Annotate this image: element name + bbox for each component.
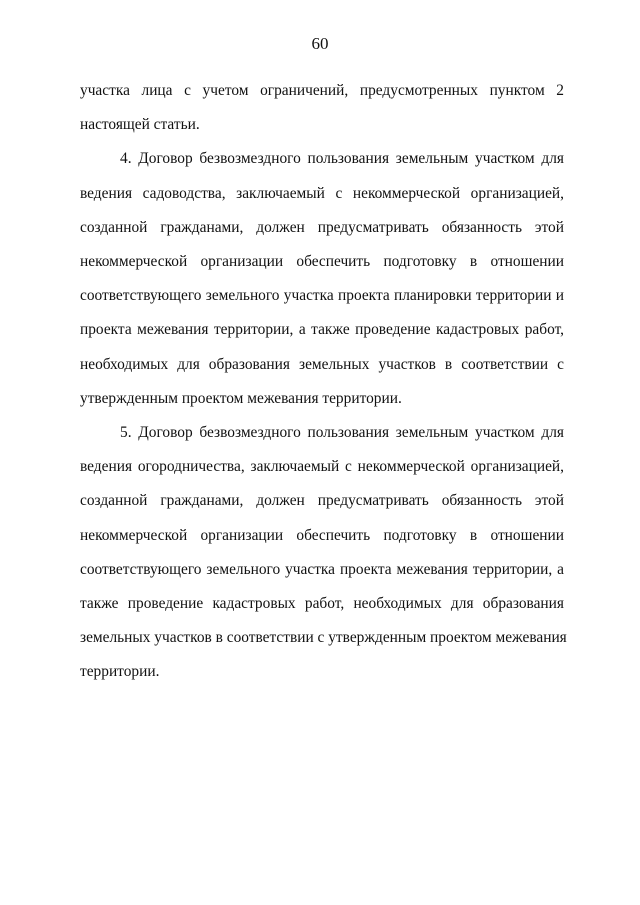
- text-line: 5. Договор безвозмездного пользования земельным участком для: [120, 424, 564, 442]
- paragraph-item-4: [80, 142, 564, 416]
- text-line: некоммерческой организации обеспечить подготовку в отношении: [80, 526, 564, 544]
- text-line: ведения садоводства, заключаемый с некоммерческой организацией,: [80, 184, 564, 202]
- text-line: настоящей статьи.: [80, 116, 200, 134]
- text-line: территории.: [80, 663, 160, 681]
- text-line: необходимых для образования земельных участков в соответствии с: [80, 355, 564, 373]
- text-line: участка лица с учетом ограничений, предусмотренных пунктом 2: [80, 82, 564, 99]
- text-line: 4. Договор безвозмездного пользования земельным участком для: [120, 150, 564, 168]
- text-line: утвержденным проектом межевания территории.: [80, 389, 402, 407]
- text-line: соответствующего земельного участка проекта планировки территории и: [80, 287, 564, 305]
- paragraph-item-5: [80, 416, 567, 690]
- text-line: созданной гражданами, должен предусматривать обязанность этой: [80, 218, 564, 236]
- paragraph-continuation: [80, 74, 564, 142]
- text-line: созданной гражданами, должен предусматривать обязанность этой: [80, 492, 564, 510]
- text-line: некоммерческой организации обеспечить подготовку в отношении: [80, 253, 564, 271]
- text-line: соответствующего земельного участка проекта межевания территории, а: [80, 560, 564, 578]
- document-body: [80, 74, 567, 690]
- text-line: проекта межевания территории, а также проведение кадастровых работ,: [80, 321, 564, 339]
- text-line: ведения огородничества, заключаемый с некоммерческой организацией,: [80, 458, 564, 476]
- text-line: земельных участков в соответствии с утвержденным проектом межевания: [80, 629, 567, 647]
- text-line: также проведение кадастровых работ, необходимых для образования: [80, 595, 564, 613]
- page-number: 60: [311, 34, 329, 53]
